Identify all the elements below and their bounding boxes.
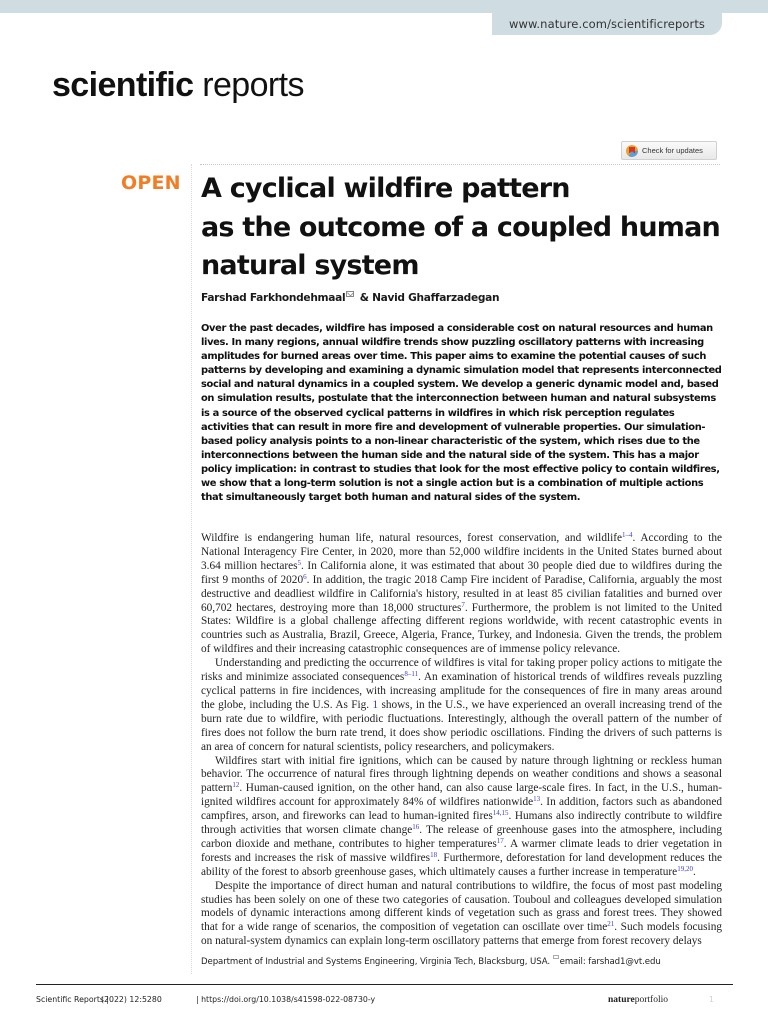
figure-link[interactable]: 1 xyxy=(372,698,379,711)
citation-link[interactable]: 16 xyxy=(412,823,420,832)
divider xyxy=(200,164,720,165)
footer-doi-link[interactable]: | https://doi.org/10.1038/s41598-022-08730-y xyxy=(196,995,376,1004)
text: . A warmer climate leads to drier vegetation in forests and increases the risk of massive wildfires xyxy=(201,837,722,864)
citation-link[interactable]: 18 xyxy=(430,850,438,859)
affiliation-text: Department of Industrial and Systems Engineering, Virginia Tech, Blacksburg, USA. xyxy=(201,957,553,967)
text: . In addition, the tragic 2018 Camp Fire incident of Paradise, California, arguably the most destructive and deadliest wildfire in California's history, resulted in at least 85 civilian fatalities and burned over 60,702 hectares, destroying more than 18,000 structures xyxy=(201,573,722,614)
text: . Furthermore, deforestation for land development reduces the ability of the forest to absorb greenhouse gases, which ultimately causes a further increase in temperature xyxy=(201,851,722,878)
citation-link[interactable]: 7 xyxy=(461,600,465,609)
citation-link[interactable]: 13 xyxy=(533,795,541,804)
body-paragraph xyxy=(201,532,722,657)
header-band xyxy=(0,0,768,13)
text: . Humans also indirectly contribute to wildfire through activities that worsen climate change xyxy=(201,810,722,837)
citation-link[interactable]: 12 xyxy=(232,781,240,790)
footer-journal: Scientific Reports | xyxy=(36,995,110,1004)
author-name[interactable]: Navid Ghaffarzadegan xyxy=(372,292,500,304)
text: . According to the National Interagency Fire Center, in 2020, more than 52,000 wildfire incidents in the United States burned about 3.64 million hectares xyxy=(201,532,722,572)
title-line: as the outcome of a coupled human xyxy=(201,211,720,243)
open-access-badge: OPEN xyxy=(121,172,181,194)
citation-link[interactable]: 5 xyxy=(297,558,302,567)
publisher-logo-light: portfolio xyxy=(634,995,668,1005)
text: . In addition, factors such as abandoned campfires, arson, and fireworks can lead to human-ignited fires xyxy=(201,796,722,823)
affiliation xyxy=(201,955,661,967)
citation-link[interactable]: 1–4 xyxy=(622,531,633,539)
title-line: natural system xyxy=(201,250,419,281)
title-line: A cyclical wildfire pattern xyxy=(201,173,570,204)
text: . The release of greenhouse gases into the atmosphere, including carbon dioxide and methane, contributes to higher temperatures xyxy=(201,824,722,850)
text: . xyxy=(692,865,696,878)
check-for-updates-button[interactable] xyxy=(621,141,717,160)
text: . In California alone, it was estimated that about 30 people died due to wildfires during the first 9 months of 2020 xyxy=(201,559,723,586)
text: Understanding and predicting the occurrence of wildfires is vital for taking proper policy actions to mitigate the risks and minimize associated consequences xyxy=(201,657,722,684)
article-title xyxy=(201,170,731,286)
text: . Furthermore, the problem is not limited to the United States: Wildfire is a global challenge affecting different regions worldwide, with recent catastrophic events in countries such as Australia, Brazil, Greece, Algeria, France, Turkey, and Indonesia. Given the trends, the problem of wildfires and their increasing catastrophic consequences are of immense policy relevance. xyxy=(201,601,722,656)
abstract: Over the past decades, wildfire has imposed a considerable cost on natural resources and human lives. In many regions, annual wildfire trends show puzzling oscillatory patterns with increasing amplitudes for burned areas over time. This paper aims to examine the potential causes of such patterns by developing and examining a dynamic simulation model that represents interconnected social and natural dynamics in a coupled system. We develop a generic dynamic model and, based on simulation results, postulate that the interconnection between human and natural subsystems is a source of the observed cyclical patterns in wildfires in which risk perception regulates activities that can result in more fire and development of vulnerable properties. Our simulation-based policy analysis points to a non-linear characteristic of the system, which rises due to the interconnections between the human side and the natural side of the system. This has a major policy implication: in contrast to studies that look for the most effective policy to contain wildfires, we show that a long-term solution is not a single action but is a combination of multiple actions that simultaneously target both human and natural sides of the system. xyxy=(201,323,722,504)
text: Wildfires start with initial fire ignitions, which can be caused by nature through lightning or reckless human behavior. The occurrence of natural fires through lightning depends on weather conditions and shows a seasonal pattern xyxy=(201,754,722,795)
citation-link[interactable]: 17 xyxy=(496,836,504,845)
check-for-updates-label: Check for updates xyxy=(642,146,703,155)
article-body xyxy=(201,532,722,949)
footer-volume: (2022) 12:5280 xyxy=(101,995,162,1004)
text: . Human-caused ignition, on the other hand, can also cause large-scale fires. In fact, in the U.S., human-ignited wildfires account for approximately 84% of wildfires nationwide xyxy=(201,782,722,809)
body-paragraph xyxy=(201,657,722,754)
text: Despite the importance of direct human and natural contributions to wildfire, the focus of most past modeling studies has been solely on one of these two categories of causation. Touboul and colleagues developed simulation models of dynamic interactions among different kinds of vegetation such as grass and forest trees. They showed that for a wide range of scenarios, the composition of vegetation can oscillate over time xyxy=(201,879,722,934)
footer-divider xyxy=(36,984,733,985)
journal-url[interactable]: www.nature.com/scientificreports xyxy=(492,13,722,35)
journal-logo xyxy=(52,66,304,105)
publisher-logo-bold: nature xyxy=(608,995,635,1005)
body-paragraph xyxy=(201,755,722,880)
author-separator: & xyxy=(356,292,373,304)
text: . An examination of historical trends of wildfires reveals puzzling cyclical patterns in fire incidences, with increasing amplitude for the consequences of fire in many areas around the globe, including the U.S. As Fig. xyxy=(201,671,722,711)
body-paragraph xyxy=(201,880,722,950)
journal-logo-light: reports xyxy=(202,66,304,104)
text: Wildfire is endangering human life, natural resources, forest conservation, and wildlife xyxy=(201,532,623,544)
citation-link[interactable]: 6 xyxy=(303,572,307,581)
envelope-icon[interactable] xyxy=(346,291,354,297)
author-list xyxy=(201,291,499,304)
citation-link[interactable]: 8–11 xyxy=(404,670,419,679)
citation-link[interactable]: 19,20 xyxy=(677,864,693,873)
citation-link[interactable]: 21 xyxy=(607,920,615,929)
crossmark-icon xyxy=(626,145,638,157)
publisher-logo xyxy=(608,995,668,1005)
text: shows, in the U.S., we have experienced an overall increasing trend of the burn rate due to wildfire, with periodic fluctuations. Interestingly, although the overall pattern of the number of fires does not follow the burn rate trend, it does show periodic oscillations. Finding the drivers of such patterns is an area of concern for natural scientists, policy researchers, and policymakers. xyxy=(201,698,722,753)
page-number: 1 xyxy=(709,995,714,1004)
journal-logo-bold: scientific xyxy=(52,66,194,104)
corresponding-email[interactable]: email: farshad1@vt.edu xyxy=(559,957,661,967)
citation-link[interactable]: 14,15 xyxy=(492,809,509,818)
divider xyxy=(191,164,192,974)
envelope-icon xyxy=(553,955,559,959)
author-name[interactable]: Farshad Farkhondehmaal xyxy=(201,292,346,304)
text: . Such models focusing on natural-system dynamics can explain long-term oscillatory patterns that emerge from forest recovery delays xyxy=(201,921,722,948)
